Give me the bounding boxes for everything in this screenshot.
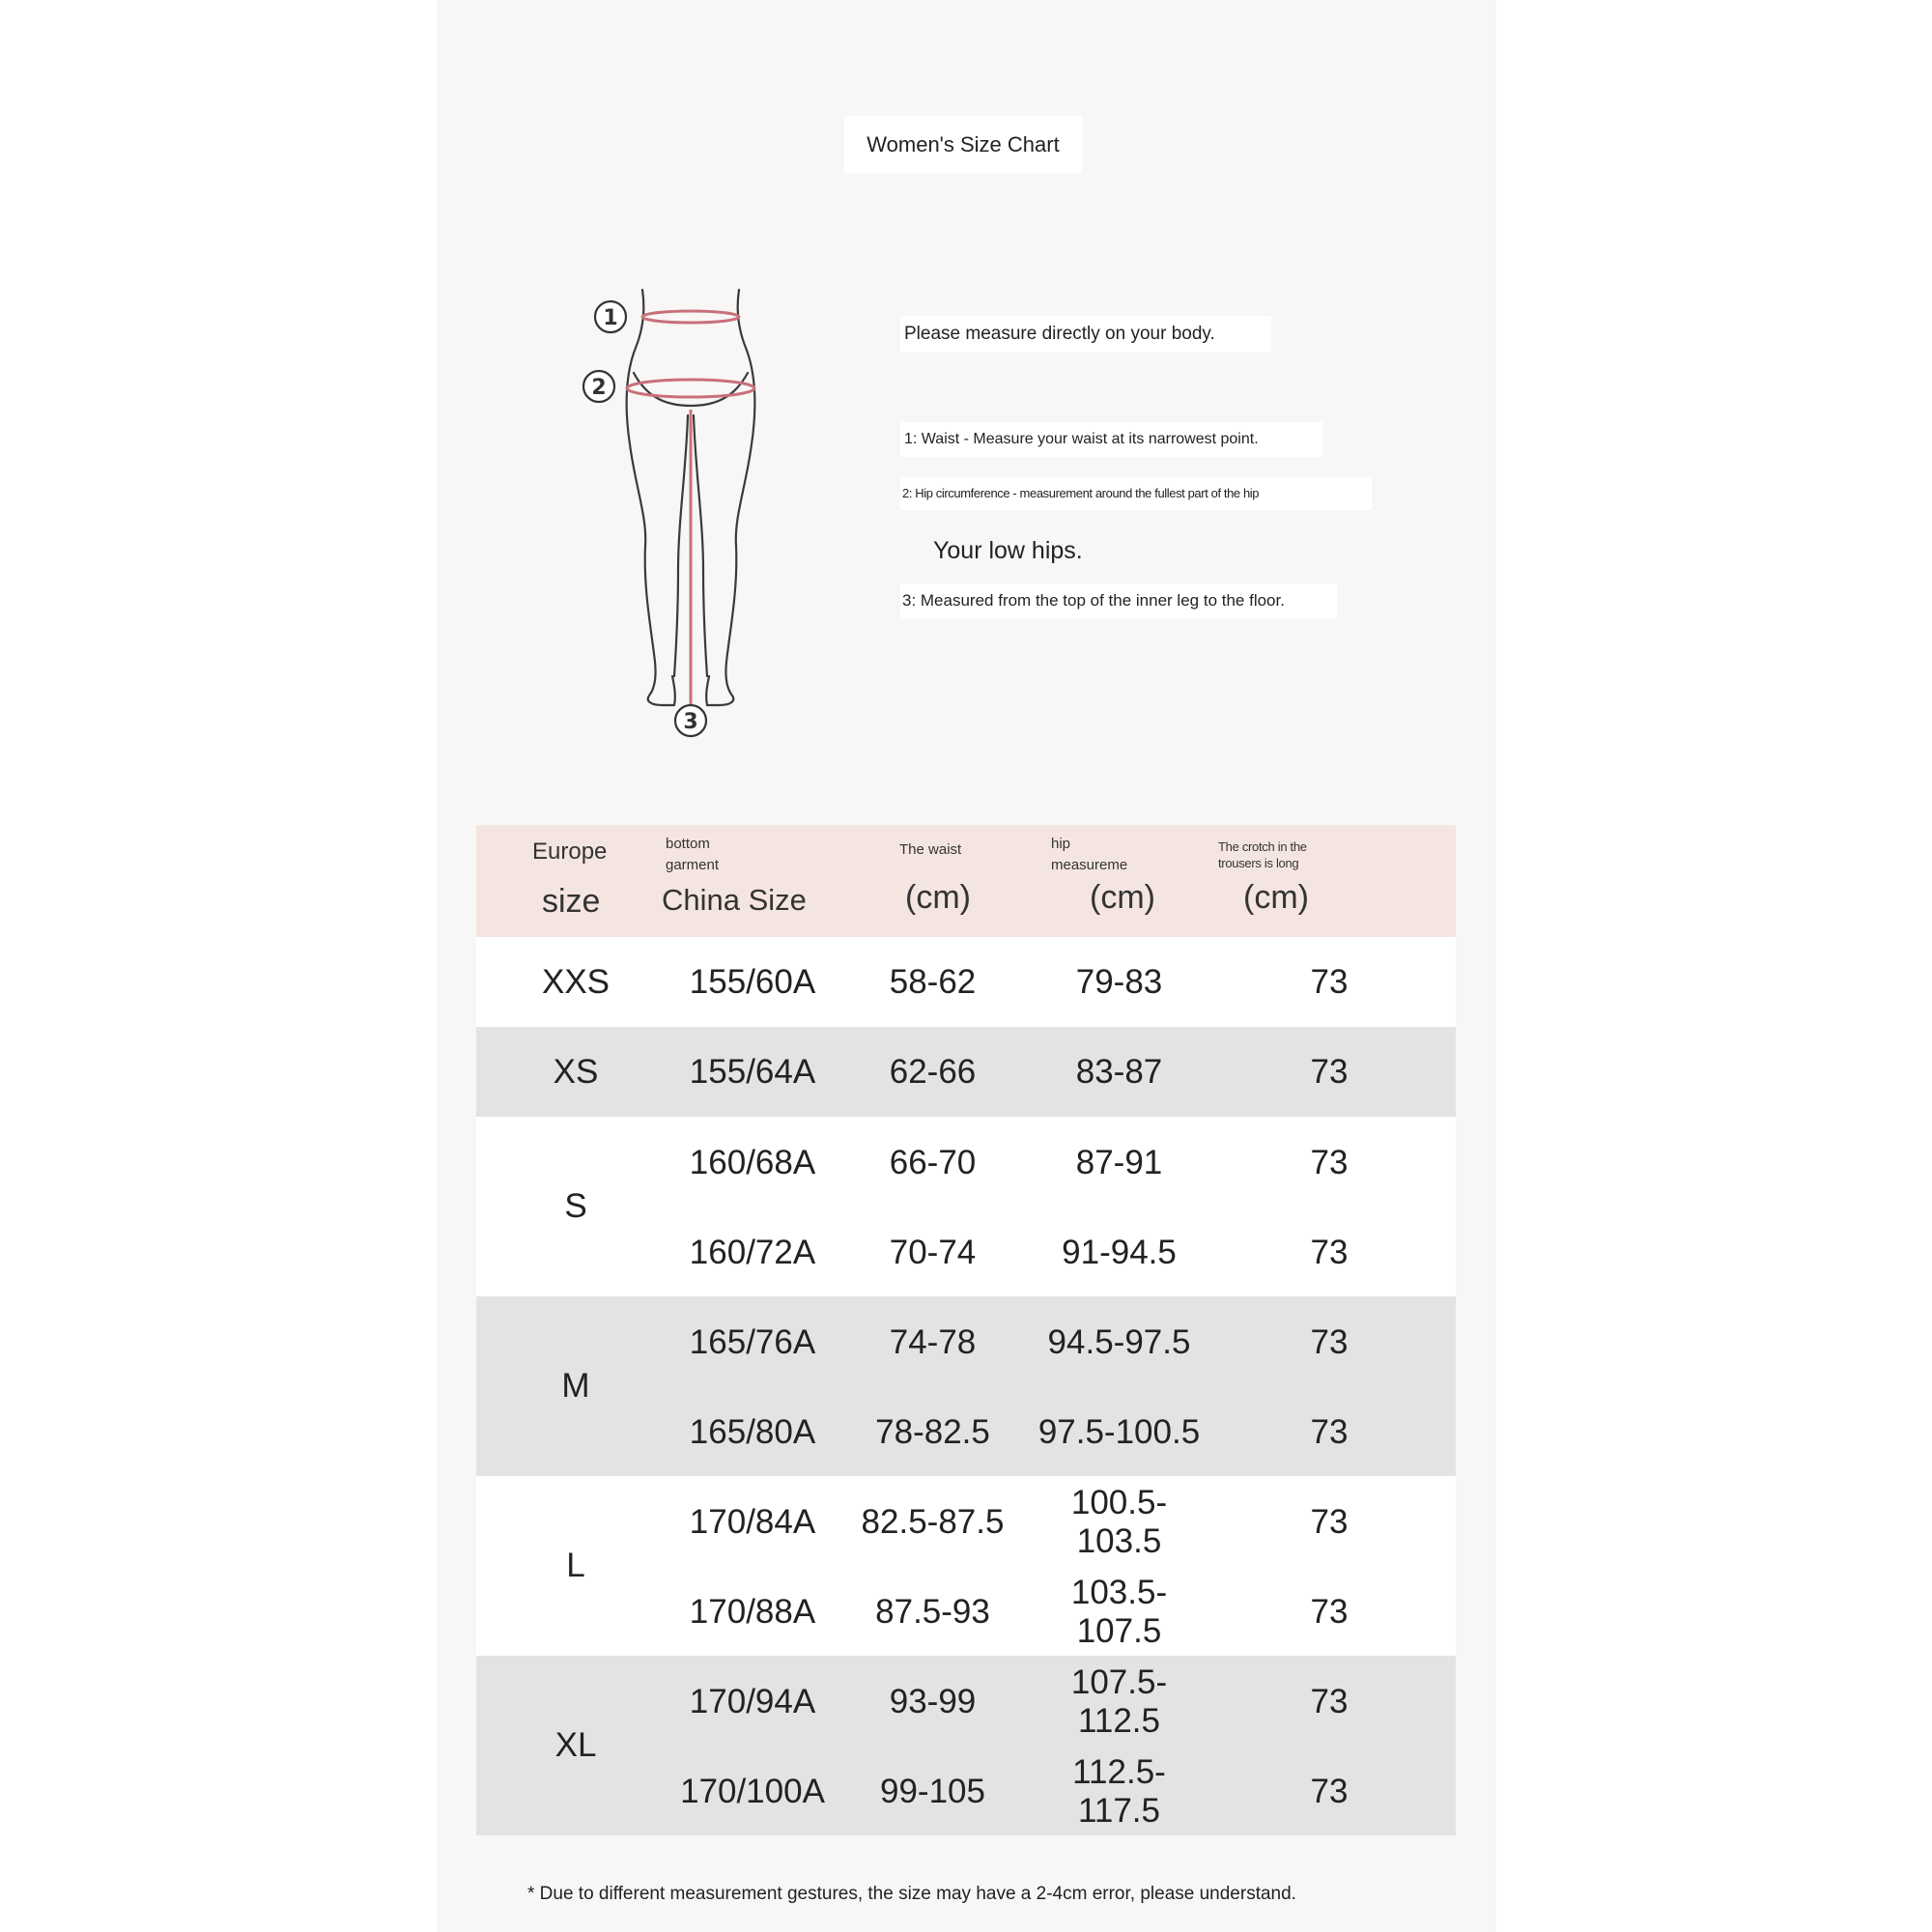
footnote: * Due to different measurement gestures, the size may have a 2-4cm error, please understand. (527, 1884, 1296, 1904)
note-low-hips: Your low hips. (933, 537, 1083, 564)
cell-hip: 94.5-97.5 (1036, 1296, 1203, 1389)
cell-crotch: 73 (1203, 937, 1456, 1027)
cell-waist: 99-105 (830, 1748, 1036, 1835)
header-crotch: The crotch in the trousers is long (cm) (1218, 839, 1309, 916)
page-title (844, 116, 1082, 174)
cell-china-size: 155/64A (675, 1027, 830, 1117)
cell-hip: 103.5-107.5 (1036, 1569, 1203, 1656)
header-china-size: bottom garment China Size (662, 836, 807, 917)
cell-china-size: 170/100A (675, 1748, 830, 1835)
cell-crotch: 73 (1203, 1656, 1456, 1748)
cell-china-size: 170/94A (675, 1656, 830, 1748)
cell-waist: 58-62 (830, 937, 1036, 1027)
cell-crotch: 73 (1203, 1748, 1456, 1835)
cell-waist: 82.5-87.5 (830, 1476, 1036, 1569)
note-measure-directly: Please measure directly on your body. (900, 316, 1271, 353)
cell-china-size: 165/80A (675, 1389, 830, 1476)
cell-hip: 83-87 (1036, 1027, 1203, 1117)
table-row (476, 1476, 1456, 1569)
cell-hip: 79-83 (1036, 937, 1203, 1027)
cell-china-size: 155/60A (675, 937, 830, 1027)
cell-crotch: 73 (1203, 1027, 1456, 1117)
cell-europe-size: M (476, 1296, 675, 1476)
cell-crotch: 73 (1203, 1117, 1456, 1209)
cell-waist: 66-70 (830, 1117, 1036, 1209)
cell-crotch: 73 (1203, 1476, 1456, 1569)
size-table (476, 825, 1456, 1835)
cell-hip: 91-94.5 (1036, 1209, 1203, 1296)
note-waist: 1: Waist - Measure your waist at its narrowest point. (900, 422, 1322, 457)
cell-europe-size: XS (476, 1027, 675, 1117)
cell-hip: 87-91 (1036, 1117, 1203, 1209)
cell-crotch: 73 (1203, 1209, 1456, 1296)
cell-waist: 62-66 (830, 1027, 1036, 1117)
marker-1 (595, 301, 626, 332)
cell-china-size: 170/88A (675, 1569, 830, 1656)
cell-waist: 70-74 (830, 1209, 1036, 1296)
cell-europe-size: XXS (476, 937, 675, 1027)
cell-crotch: 73 (1203, 1569, 1456, 1656)
cell-waist: 87.5-93 (830, 1569, 1036, 1656)
cell-waist: 93-99 (830, 1656, 1036, 1748)
cell-waist: 78-82.5 (830, 1389, 1036, 1476)
header-waist: The waist (cm) (899, 841, 971, 916)
cell-hip: 100.5-103.5 (1036, 1476, 1203, 1569)
leg-measurement-figure (570, 280, 773, 744)
table-row (476, 1027, 1456, 1117)
cell-europe-size: L (476, 1476, 675, 1656)
table-row (476, 1296, 1456, 1389)
cell-crotch: 73 (1203, 1296, 1456, 1389)
header-hip: hip measureme (cm) (1051, 836, 1155, 916)
table-row (476, 937, 1456, 1027)
cell-waist: 74-78 (830, 1296, 1036, 1389)
marker-3 (675, 705, 706, 736)
cell-hip: 112.5-117.5 (1036, 1748, 1203, 1835)
cell-hip: 107.5-112.5 (1036, 1656, 1203, 1748)
cell-europe-size: S (476, 1117, 675, 1296)
cell-china-size: 160/72A (675, 1209, 830, 1296)
table-row (476, 1117, 1456, 1209)
svg-text:2: 2 (591, 376, 607, 400)
note-hip: 2: Hip circumference - measurement around the fullest part of the hip (900, 477, 1372, 510)
header-europe-size: Europe size (532, 838, 608, 920)
cell-crotch: 73 (1203, 1389, 1456, 1476)
marker-2 (583, 371, 614, 402)
table-header (476, 825, 1456, 937)
svg-text:3: 3 (683, 710, 698, 734)
svg-text:1: 1 (603, 306, 618, 330)
cell-china-size: 160/68A (675, 1117, 830, 1209)
page-title-text: Women's Size Chart (867, 132, 1060, 156)
note-inseam: 3: Measured from the top of the inner leg to the floor. (900, 583, 1337, 618)
cell-hip: 97.5-100.5 (1036, 1389, 1203, 1476)
table-row (476, 1656, 1456, 1748)
cell-china-size: 165/76A (675, 1296, 830, 1389)
cell-europe-size: XL (476, 1656, 675, 1835)
cell-china-size: 170/84A (675, 1476, 830, 1569)
